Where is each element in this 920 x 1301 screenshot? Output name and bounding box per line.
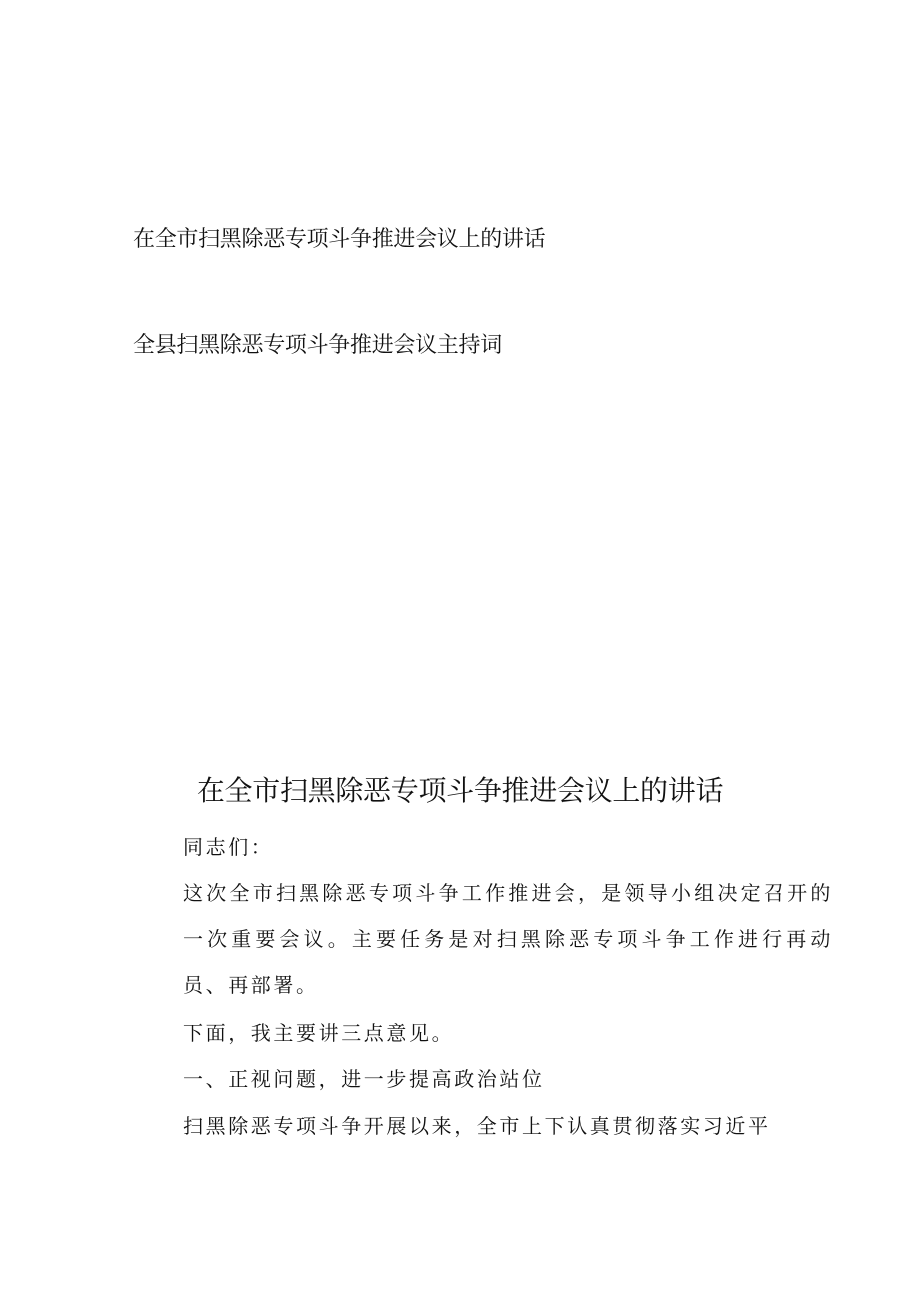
paragraph-outline: 下面，我主要讲三点意见。 — [183, 1021, 455, 1045]
paragraph-section-1: 扫黑除恶专项斗争开展以来，全市上下认真贯彻落实习近平 — [183, 1114, 771, 1138]
toc-item-speech: 在全市扫黑除恶专项斗争推进会议上的讲话 — [133, 227, 546, 252]
section-heading: 一、正视问题，进一步提高政治站位 — [183, 1067, 545, 1091]
toc-item-host-script: 全县扫黑除恶专项斗争推进会议主持词 — [133, 333, 502, 358]
document-title: 在全市扫黑除恶专项斗争推进会议上的讲话 — [196, 774, 724, 807]
paragraph-intro: 这次全市扫黑除恶专项斗争工作推进会，是领导小组决定召开的一次重要会议。主要任务是对扫黑除恶专项斗争工作进行再动员、再部署。 — [183, 881, 833, 997]
greeting: 同志们： — [183, 835, 274, 859]
